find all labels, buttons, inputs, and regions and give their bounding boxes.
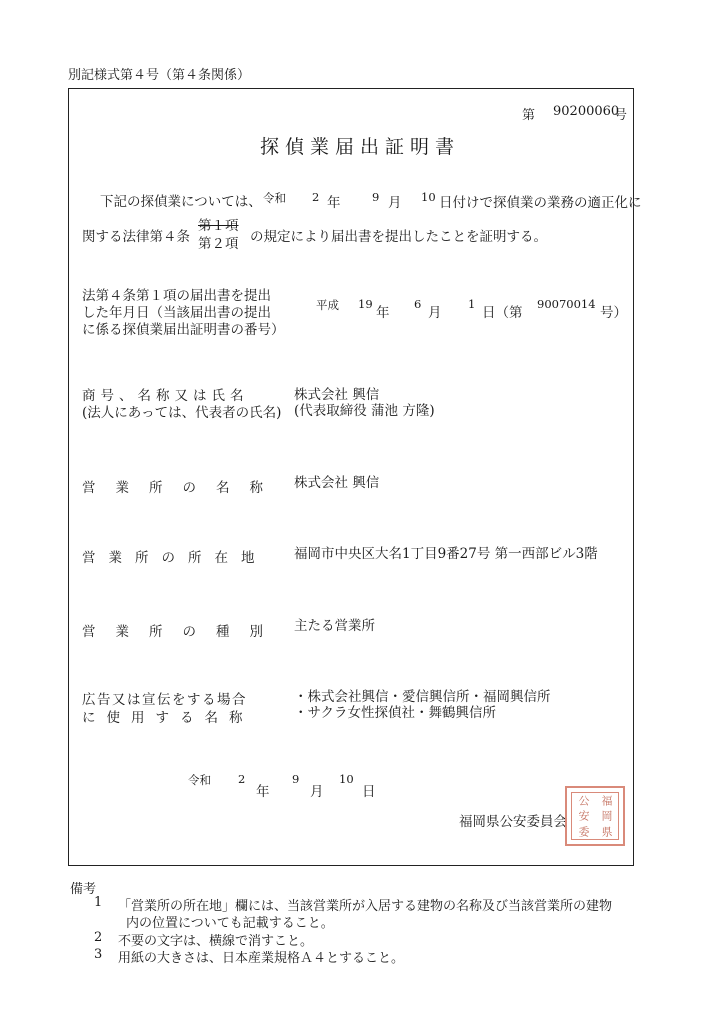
seal-char: 委: [577, 825, 590, 837]
office-address-value: 福岡市中央区大名1丁目9番27号 第一西部ビル3階: [294, 546, 598, 562]
seal-char: 福: [600, 795, 613, 807]
note-2-line1: 不要の文字は、横線で消すこと。: [118, 934, 314, 949]
filing-year: 19: [358, 297, 373, 311]
issue-year: 2: [238, 772, 246, 786]
issuer-name: 福岡県公安委員会: [459, 814, 567, 830]
intro-year: 2: [312, 190, 320, 204]
note-1-line2: 内の位置についても記載すること。: [126, 916, 334, 931]
struck-option: 第１項: [198, 218, 239, 234]
issue-day: 10: [339, 772, 354, 786]
filing-era: 平成: [316, 298, 339, 312]
trade-name-label-1: 商号、名称又は氏名: [82, 388, 249, 404]
seal-char: 公: [577, 795, 590, 807]
intro-line2-suffix: の規定により届出書を提出したことを証明する。: [250, 229, 547, 245]
office-name-value: 株式会社 興信: [294, 475, 380, 491]
trade-name-label-2: (法人にあっては、代表者の氏名): [82, 405, 282, 421]
office-name-label: 営業所の名称: [82, 480, 283, 496]
intro-part2: 日付けで探偵業の業務の適正化に: [439, 195, 642, 211]
filing-day: 1: [468, 297, 476, 311]
intro-month-unit: 月: [388, 195, 402, 211]
issue-year-unit: 年: [256, 784, 270, 800]
filing-date-label-1: 法第４条第１項の届出書を提出: [82, 288, 271, 304]
note-2-number: 2: [94, 930, 103, 945]
ad-names-value-2: ・サクラ女性探偵社・舞鶴興信所: [294, 705, 496, 721]
document-title: 探偵業届出証明書: [259, 136, 460, 158]
issue-day-unit: 日: [362, 784, 376, 800]
filing-day-unit: 日（第: [482, 305, 523, 321]
note-1-line1: 「営業所の所在地」欄には、当該営業所が入居する建物の名称及び当該営業所の建物: [118, 899, 613, 914]
notes-heading: 備考: [70, 882, 97, 897]
note-1-number: 1: [94, 895, 103, 910]
form-label: 別記様式第４号（第４条関係）: [68, 68, 251, 83]
intro-line2-prefix: 関する法律第４条: [82, 229, 190, 245]
issue-era: 令和: [188, 773, 211, 787]
ad-names-value-1: ・株式会社興信・愛信興信所・福岡興信所: [294, 689, 551, 705]
office-type-label: 営業所の種別: [82, 624, 283, 640]
intro-era: 令和: [263, 191, 286, 205]
filing-number: 90070014: [537, 297, 596, 311]
filing-year-unit: 年: [376, 305, 390, 321]
ad-names-label-1: 広告又は宣伝をする場合: [82, 692, 247, 708]
cert-number-prefix: 第: [522, 108, 536, 123]
filing-month-unit: 月: [428, 305, 442, 321]
issue-month: 9: [292, 772, 300, 786]
filing-date-label-3: に係る探偵業届出証明書の番号）: [82, 322, 285, 338]
intro-year-unit: 年: [327, 195, 341, 211]
filing-date-label-2: した年月日（当該届出書の提出: [82, 305, 271, 321]
ad-names-label-2: に使用する名称: [82, 710, 254, 726]
cert-number: 90200060: [553, 104, 620, 119]
trade-name-value-2: (代表取締役 蒲池 方隆): [294, 403, 435, 419]
note-3-line1: 用紙の大きさは、日本産業規格Ａ４とすること。: [118, 951, 405, 966]
official-seal-stamp: [565, 786, 625, 846]
cert-number-suffix: 号: [614, 108, 628, 123]
kept-option: 第２項: [198, 236, 239, 252]
trade-name-value-1: 株式会社 興信: [294, 387, 380, 403]
intro-month: 9: [372, 190, 380, 204]
seal-char: 県: [600, 825, 613, 837]
office-type-value: 主たる営業所: [294, 618, 375, 634]
seal-char: 安: [577, 810, 590, 822]
note-3-number: 3: [94, 947, 103, 962]
intro-day: 10: [421, 190, 436, 204]
filing-number-suffix: 号）: [600, 305, 627, 321]
intro-part1: 下記の探偵業については、: [100, 194, 262, 210]
issue-month-unit: 月: [310, 784, 324, 800]
seal-char: 岡: [600, 810, 613, 822]
office-address-label: 営業所の所在地: [82, 550, 268, 566]
filing-month: 6: [414, 297, 422, 311]
